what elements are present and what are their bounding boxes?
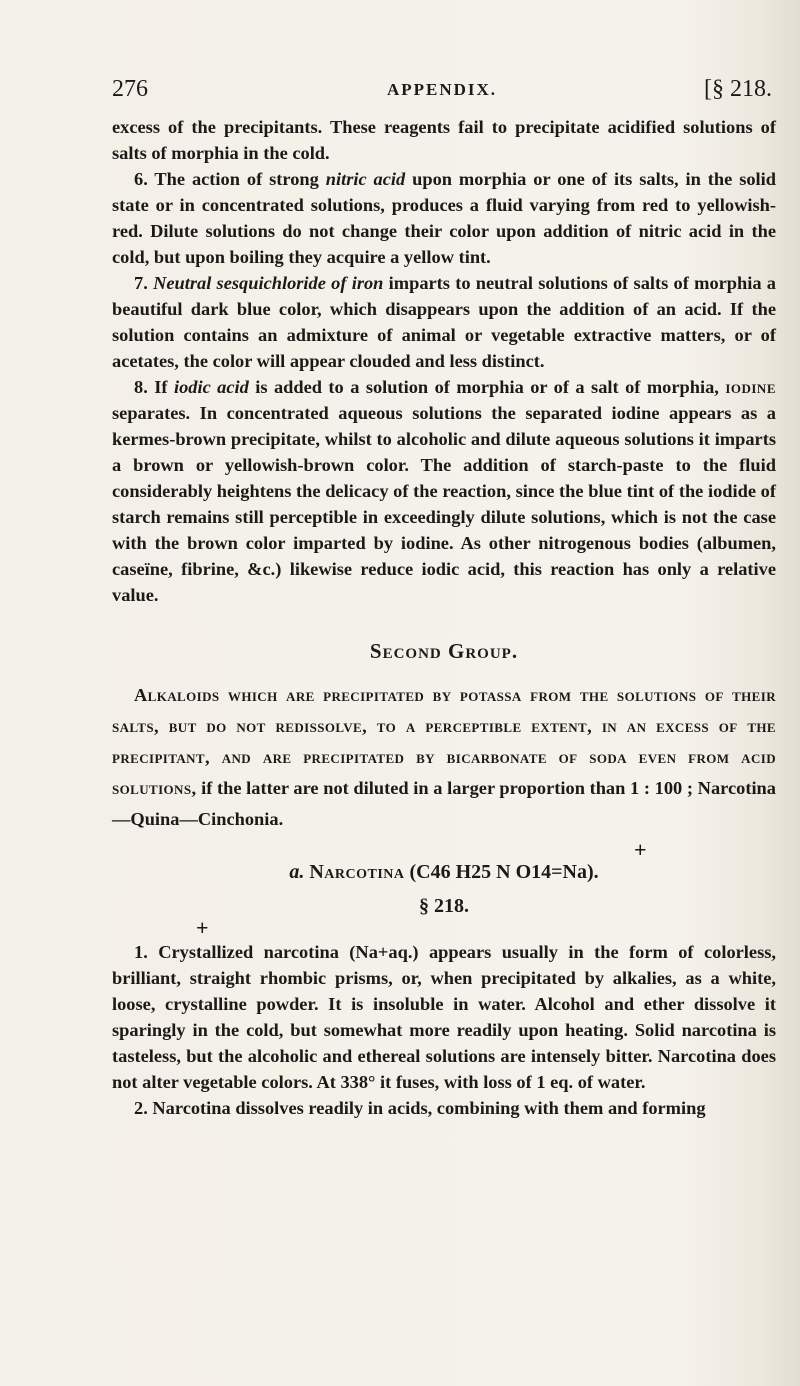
group-description-caps: Alkaloids which are precipitated by potassa from the solutions of their salts, but do not redissolve, to a perceptible extent, in an excess of the precipitant, and are precipitated by bicarbonate of soda even from acid solutions, xyxy=(112,685,776,798)
paragraph-text: imparts to neutral solutions of salts of morphia a beautiful dark blue color, which disappears upon the addition of an acid. If the solution contains an admixture of animal or vegetable extractive matters, or of acetates, the color will appear clouded and less distinct. xyxy=(112,273,777,371)
paragraph-7 xyxy=(112,270,776,374)
reagent-name: nitric acid xyxy=(325,169,406,189)
running-header xyxy=(112,76,772,106)
item-number: 7. xyxy=(134,273,148,293)
plus-sign: + xyxy=(634,837,647,862)
paragraph-218-2 xyxy=(112,1095,776,1121)
page-body xyxy=(112,114,776,1121)
section-reference: [§ 218. xyxy=(704,76,772,102)
formula-line xyxy=(112,837,776,889)
paragraph-text: The action of strong xyxy=(147,169,326,189)
alkaloid-name: Narcotina xyxy=(309,861,405,883)
item-number: 1. xyxy=(134,942,148,962)
paragraph-text: Narcotina dissolves readily in acids, combining with them and forming xyxy=(147,1098,706,1118)
group-description-rest: if the latter are not diluted in a larger proportion than 1 : 100 ; Narcotina—Quina—Cinchonia. xyxy=(112,778,776,829)
chemical-formula: (C46 H25 N O14=Na). xyxy=(404,861,599,883)
page-number: 276 xyxy=(112,76,148,102)
paragraph-text: If xyxy=(147,377,174,397)
formula-prefix: a. xyxy=(289,861,310,883)
item-number: 8. xyxy=(134,377,148,397)
formula-text-line xyxy=(112,859,776,885)
section-heading: Second Group. xyxy=(369,639,519,663)
reagent-name: iodic acid xyxy=(173,377,249,397)
paragraph-218-1 xyxy=(112,939,776,1095)
paragraph-text: separates. In concentrated aqueous solutions the separated iodine appears as a kermes-brown precipitate, whilst to alcoholic and dilute aqueous solutions it imparts a brown or yellowish-brown color. The addition of starch-paste to the fluid considerably heightens the delicacy of the reaction, since the blue tint of the iodide of starch remains still perceptible in exceedingly dilute solutions, which is not the case with the brown color imparted by iodine. As other nitrogenous bodies (albumen, caseïne, fibrine, &c.) likewise reduce iodic acid, this reaction has only a relative value. xyxy=(112,403,776,605)
item-number: 2. xyxy=(134,1098,148,1118)
group-description xyxy=(112,680,776,835)
plus-sign: + xyxy=(196,915,209,940)
section-number: § 218. xyxy=(419,895,469,917)
paragraph-8 xyxy=(112,374,776,608)
paragraph-text: Crystallized narcotina (Na+aq.) appears usually in the form of colorless, brilliant, straight rhombic prisms, or, when precipitated by alkalies, as a white, loose, crystalline powder. It is insoluble in water. Alcohol and ether dissolve it sparingly in the cold, but somewhat more readily upon heating. Solid narcotina is tasteless, but the alcoholic and ethereal solutions are intensely bitter. Narcotina does not alter vegetable colors. At 338° it fuses, with loss of 1 eq. of water. xyxy=(112,942,776,1092)
paragraph-continuation: excess of the precipitants. These reagents fail to precipitate acidified solutions of salts of morphia in the cold. xyxy=(112,117,776,163)
reagent-name: Neutral sesquichloride of iron xyxy=(153,273,384,293)
paragraph-text: upon morphia or one of its salts, in the solid state or in concentrated solutions, produces a fluid varying from red to yellowish-red. Dilute solutions do not change their color upon addition of nitric acid in the cold, but upon boiling they acquire a yellow tint. xyxy=(112,169,776,267)
paragraph-text: is added to a solution of morphia or of a salt of morphia, xyxy=(248,377,726,397)
paragraph-6 xyxy=(112,166,776,270)
item-number: 6. xyxy=(134,169,148,189)
page-title: APPENDIX. xyxy=(386,80,498,99)
small-caps-term: iodine xyxy=(725,377,776,397)
plus-sign-row xyxy=(112,915,776,940)
